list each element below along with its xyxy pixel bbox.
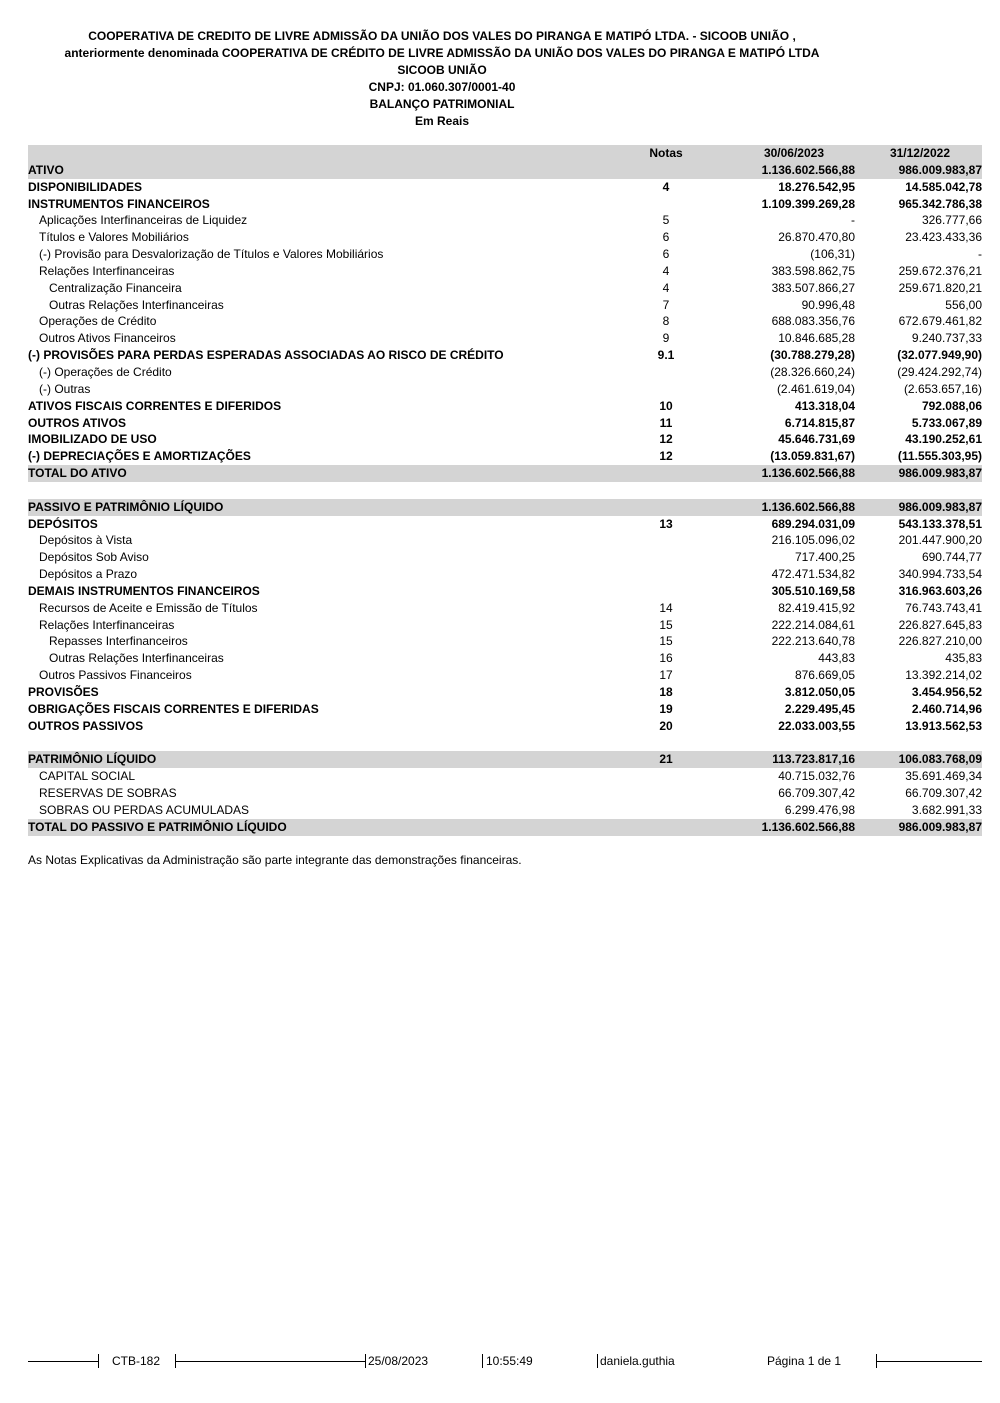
table-row <box>28 212 982 229</box>
row-value-period1: 216.105.096,02 <box>771 533 855 548</box>
table-row <box>28 229 982 246</box>
row-note: 7 <box>662 297 670 312</box>
row-value-period2: 76.743.743,41 <box>905 600 982 615</box>
row-note: 12 <box>659 432 673 447</box>
table-row <box>28 600 982 617</box>
row-label: PROVISÕES <box>28 685 99 699</box>
footer-page-number: Página 1 de 1 <box>767 1354 842 1368</box>
cooperative-name: COOPERATIVA DE CREDITO DE LIVRE ADMISSÃO DA UNIÃO DOS VALES DO PIRANGA E MATIPÓ LTDA. - SICOOB UNIÃO , <box>88 29 796 43</box>
document-title: BALANÇO PATRIMONIAL <box>369 97 515 111</box>
column-header-period2: 31/12/2022 <box>889 146 950 160</box>
row-value-period2: 965.342.786,38 <box>898 196 982 211</box>
row-value-period2: 9.240.737,33 <box>911 331 982 346</box>
row-value-period1: 717.400,25 <box>794 550 855 565</box>
table-row <box>28 448 982 465</box>
row-label: (-) Outras <box>39 381 91 396</box>
currency-units: Em Reais <box>414 114 470 128</box>
row-note: 17 <box>659 668 673 683</box>
row-value-period1: 1.136.602.566,88 <box>761 819 855 834</box>
row-value-period2: 435,83 <box>945 651 982 666</box>
row-value-period1: 6.714.815,87 <box>784 415 855 430</box>
row-value-period1: 383.598.862,75 <box>771 263 855 278</box>
row-value-period1: 10.846.685,28 <box>778 331 855 346</box>
row-value-period1: 18.276.542,95 <box>778 179 855 194</box>
row-label: (-) DEPRECIAÇÕES E AMORTIZAÇÕES <box>28 449 251 464</box>
row-value-period2: (29.424.292,74) <box>897 364 982 379</box>
row-note: 14 <box>659 600 673 615</box>
table-row <box>28 516 982 533</box>
row-value-period1: 876.669,05 <box>794 668 855 683</box>
row-value-period1: - <box>851 213 855 228</box>
short-name: SICOOB UNIÃO <box>397 63 487 77</box>
row-value-period2: 13.913.562,53 <box>905 718 982 733</box>
row-value-period1: 413.318,04 <box>794 398 855 413</box>
footnote: As Notas Explicativas da Administração são parte integrante das demonstrações financeiras. <box>28 853 522 867</box>
table-row <box>28 532 982 549</box>
row-label: Outras Relações Interfinanceiras <box>49 651 224 666</box>
row-note: 19 <box>659 701 673 716</box>
table-row <box>28 802 982 819</box>
table-row <box>28 785 982 802</box>
row-value-period2: 986.009.983,87 <box>898 162 982 177</box>
footer-rule <box>876 1361 982 1362</box>
row-label: Depósitos Sob Aviso <box>39 550 149 565</box>
table-row <box>28 347 982 364</box>
row-value-period1: 222.214.084,61 <box>771 617 855 632</box>
row-note: 5 <box>662 213 670 228</box>
row-value-period1: (2.461.619,04) <box>776 381 855 396</box>
table-row <box>28 667 982 684</box>
table-row <box>28 499 982 516</box>
row-note: 10 <box>659 398 673 413</box>
row-value-period2: (32.077.949,90) <box>897 348 982 363</box>
row-label: IMOBILIZADO DE USO <box>28 432 157 447</box>
footer-rule <box>175 1361 365 1362</box>
section-spacer <box>28 735 982 752</box>
row-value-period2: 13.392.214,02 <box>905 668 982 683</box>
row-value-period2: 986.009.983,87 <box>898 819 982 834</box>
row-label: TOTAL DO ATIVO <box>28 466 127 481</box>
row-value-period2: 226.827.645,83 <box>898 617 982 632</box>
row-note: 13 <box>659 516 673 531</box>
column-header-notes: Notas <box>649 146 683 160</box>
row-value-period2: 690.744,77 <box>921 550 982 565</box>
table-row <box>28 684 982 701</box>
table-row <box>28 330 982 347</box>
row-value-period2: 543.133.378,51 <box>898 516 982 531</box>
table-row <box>28 162 982 179</box>
row-value-period1: (28.326.660,24) <box>770 364 855 379</box>
row-label: Recursos de Aceite e Emissão de Títulos <box>39 600 258 615</box>
row-value-period1: 1.136.602.566,88 <box>761 499 855 514</box>
table-row <box>28 701 982 718</box>
row-label: (-) Provisão para Desvalorização de Títulos e Valores Mobiliários <box>39 247 384 262</box>
row-value-period1: (13.059.831,67) <box>770 449 855 464</box>
row-value-period1: 26.870.470,80 <box>778 230 855 245</box>
footer-rule <box>28 1361 98 1362</box>
row-label: Aplicações Interfinanceiras de Liquidez <box>39 213 248 228</box>
row-value-period1: (30.788.279,28) <box>770 348 855 363</box>
table-row <box>28 179 982 196</box>
row-value-period1: 3.812.050,05 <box>784 685 855 699</box>
row-note: 18 <box>659 685 673 699</box>
row-value-period2: 43.190.252,61 <box>905 432 982 447</box>
table-row <box>28 617 982 634</box>
row-value-period2: 326.777,66 <box>921 213 982 228</box>
row-label: TOTAL DO PASSIVO E PATRIMÔNIO LÍQUIDO <box>28 819 287 834</box>
row-value-period2: 986.009.983,87 <box>898 466 982 481</box>
row-value-period1: 443,83 <box>818 651 855 666</box>
row-value-period1: 689.294.031,09 <box>771 516 855 531</box>
row-label: RESERVAS DE SOBRAS <box>39 786 177 801</box>
row-value-period1: 1.109.399.269,28 <box>761 196 855 211</box>
table-row <box>28 246 982 263</box>
row-label: Títulos e Valores Mobiliários <box>39 230 189 245</box>
row-value-period2: 259.671.820,21 <box>898 280 982 295</box>
table-header-row <box>28 145 982 162</box>
table-row <box>28 633 982 650</box>
row-value-period1: 82.419.415,92 <box>778 600 855 615</box>
row-value-period1: 6.299.476,98 <box>784 802 855 817</box>
row-note: 15 <box>659 617 673 632</box>
row-value-period1: 688.083.356,76 <box>771 314 855 329</box>
row-label: SOBRAS OU PERDAS ACUMULADAS <box>39 802 250 817</box>
section-spacer <box>28 482 982 499</box>
footer-date: 25/08/2023 <box>368 1354 429 1368</box>
footer-separator <box>365 1354 366 1368</box>
row-label: OBRIGAÇÕES FISCAIS CORRENTES E DIFERIDAS <box>28 701 319 716</box>
footer-user: daniela.guthia <box>600 1354 675 1368</box>
footer-report-code: CTB-182 <box>112 1354 161 1368</box>
row-label: OUTROS PASSIVOS <box>28 718 144 733</box>
table-row <box>28 583 982 600</box>
table-row <box>28 718 982 735</box>
row-note: 4 <box>662 263 670 278</box>
row-note: 20 <box>659 718 673 733</box>
row-value-period2: 66.709.307,42 <box>905 786 982 801</box>
footer-separator <box>597 1354 598 1368</box>
row-value-period1: (106,31) <box>810 247 855 262</box>
row-value-period1: 305.510.169,58 <box>771 583 855 598</box>
row-label: Depósitos à Vista <box>39 533 133 548</box>
row-value-period2: 5.733.067,89 <box>911 415 982 430</box>
footer-separator <box>482 1354 483 1368</box>
row-label: (-) Operações de Crédito <box>39 364 172 379</box>
table-row <box>28 415 982 432</box>
row-label: (-) PROVISÕES PARA PERDAS ESPERADAS ASSOCIADAS AO RISCO DE CRÉDITO <box>28 348 504 363</box>
row-value-period1: 472.471.534,82 <box>771 567 855 582</box>
row-value-period2: 340.994.733,54 <box>898 567 982 582</box>
row-value-period1: 66.709.307,42 <box>778 786 855 801</box>
table-row <box>28 819 982 836</box>
page-footer <box>0 1353 1000 1371</box>
row-note: 11 <box>659 415 673 430</box>
row-label: PATRIMÔNIO LÍQUIDO <box>28 752 157 767</box>
row-note: 4 <box>662 179 670 194</box>
row-value-period1: 45.646.731,69 <box>778 432 855 447</box>
row-value-period1: 383.507.866,27 <box>771 280 855 295</box>
row-value-period1: 22.033.003,55 <box>778 718 855 733</box>
row-note: 21 <box>659 752 673 767</box>
row-label: DEPÓSITOS <box>28 516 98 531</box>
row-note: 9.1 <box>657 348 675 363</box>
row-label: Outros Passivos Financeiros <box>39 668 192 683</box>
row-value-period2: 986.009.983,87 <box>898 499 982 514</box>
row-value-period2: 3.454.956,52 <box>911 685 982 699</box>
row-value-period2: 556,00 <box>945 297 982 312</box>
row-note: 15 <box>659 634 673 649</box>
row-value-period1: 1.136.602.566,88 <box>761 466 855 481</box>
row-label: PASSIVO E PATRIMÔNIO LÍQUIDO <box>28 499 224 514</box>
row-value-period2: 259.672.376,21 <box>898 263 982 278</box>
row-value-period1: 222.213.640,78 <box>771 634 855 649</box>
row-label: Operações de Crédito <box>39 314 157 329</box>
table-row <box>28 364 982 381</box>
row-value-period2: 316.963.603,26 <box>898 583 982 598</box>
table-row <box>28 431 982 448</box>
row-value-period2: (2.653.657,16) <box>903 381 982 396</box>
row-value-period2: 2.460.714,96 <box>911 701 982 716</box>
row-value-period1: 113.723.817,16 <box>772 752 855 767</box>
table-row <box>28 381 982 398</box>
table-row <box>28 751 982 768</box>
row-value-period2: (11.555.303,95) <box>897 449 982 464</box>
table-row <box>28 549 982 566</box>
row-note: 8 <box>662 314 670 329</box>
table-row <box>28 650 982 667</box>
row-value-period2: 201.447.900,20 <box>898 533 982 548</box>
row-note: 9 <box>662 331 670 346</box>
row-label: ATIVO <box>28 162 64 177</box>
table-row <box>28 196 982 213</box>
table-row <box>28 297 982 314</box>
row-label: Outros Ativos Financeiros <box>39 331 176 346</box>
row-value-period2: 106.083.768,09 <box>898 752 982 767</box>
row-note: 6 <box>662 247 670 262</box>
row-value-period2: 672.679.461,82 <box>898 314 982 329</box>
row-label: Outras Relações Interfinanceiras <box>49 297 224 312</box>
row-value-period2: 226.827.210,00 <box>898 634 982 649</box>
table-row <box>28 566 982 583</box>
table-row <box>28 768 982 785</box>
row-label: OUTROS ATIVOS <box>28 415 127 430</box>
row-label: ATIVOS FISCAIS CORRENTES E DIFERIDOS <box>28 398 282 413</box>
row-label: Centralização Financeira <box>49 280 182 295</box>
row-note: 4 <box>662 280 670 295</box>
row-label: INSTRUMENTOS FINANCEIROS <box>28 196 210 211</box>
footer-time: 10:55:49 <box>486 1354 533 1368</box>
table-row <box>28 465 982 482</box>
row-value-period1: 2.229.495,45 <box>784 701 855 716</box>
row-value-period2: 14.585.042,78 <box>905 179 982 194</box>
row-value-period2: 23.423.433,36 <box>905 230 982 245</box>
row-note: 6 <box>662 230 670 245</box>
table-row <box>28 313 982 330</box>
row-value-period2: - <box>978 247 982 262</box>
cnpj: CNPJ: 01.060.307/0001-40 <box>368 80 516 94</box>
footer-separator <box>98 1354 99 1368</box>
row-label: Depósitos a Prazo <box>39 567 138 582</box>
row-label: CAPITAL SOCIAL <box>39 769 136 784</box>
table-row <box>28 398 982 415</box>
row-value-period1: 90.996,48 <box>801 297 855 312</box>
former-name: anteriormente denominada COOPERATIVA DE CRÉDITO DE LIVRE ADMISSÃO DA UNIÃO DOS VALES DO PIRANGA E MATIPÓ LTDA <box>64 46 820 60</box>
row-note: 12 <box>659 449 673 464</box>
row-label: Repasses Interfinanceiros <box>49 634 188 649</box>
column-header-period1: 30/06/2023 <box>763 146 824 160</box>
row-label: DISPONIBILIDADES <box>28 179 143 194</box>
row-note: 16 <box>659 651 673 666</box>
row-label: DEMAIS INSTRUMENTOS FINANCEIROS <box>28 583 260 598</box>
row-label: Relações Interfinanceiras <box>39 617 175 632</box>
row-value-period1: 1.136.602.566,88 <box>761 162 855 177</box>
table-row <box>28 280 982 297</box>
document-header <box>0 28 884 130</box>
table-row <box>28 263 982 280</box>
row-value-period2: 35.691.469,34 <box>905 769 982 784</box>
row-label: Relações Interfinanceiras <box>39 263 175 278</box>
balance-sheet-table <box>28 145 982 836</box>
row-value-period2: 3.682.991,33 <box>911 802 982 817</box>
row-value-period2: 792.088,06 <box>921 398 982 413</box>
row-value-period1: 40.715.032,76 <box>778 769 855 784</box>
